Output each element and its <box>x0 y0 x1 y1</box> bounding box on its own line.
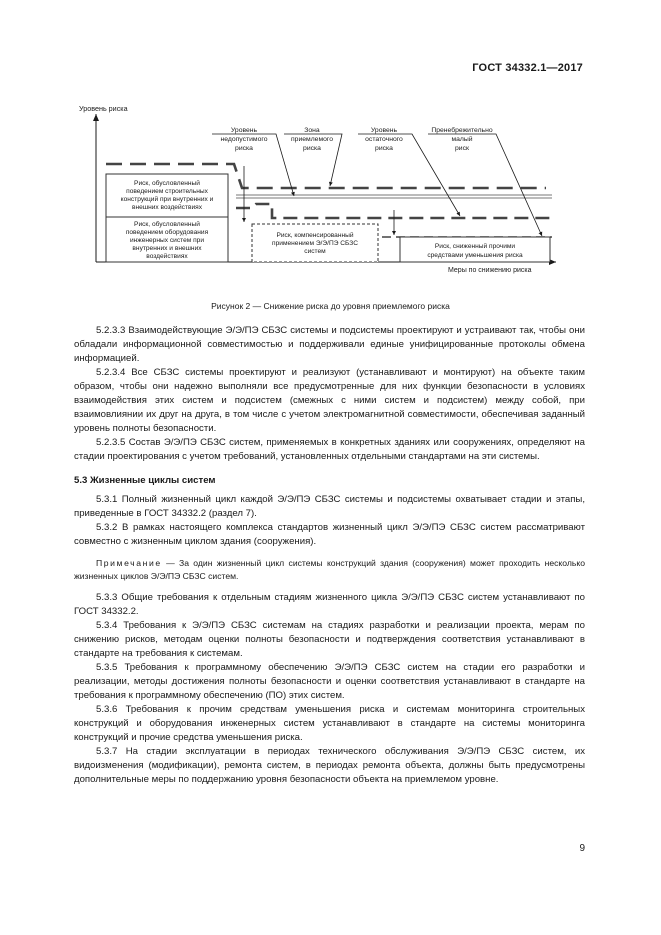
svg-text:систем: систем <box>304 248 326 255</box>
svg-text:риска: риска <box>375 145 393 152</box>
svg-text:воздействиях: воздействиях <box>146 253 188 260</box>
svg-text:внутренних и внешних: внутренних и внешних <box>132 245 202 252</box>
note-label: Примечание <box>96 558 162 568</box>
svg-text:инженерных систем при: инженерных систем при <box>129 237 205 244</box>
svg-text:риска: риска <box>235 145 253 152</box>
figure-caption: Рисунок 2 — Снижение риска до уровня приемлемого риска <box>211 301 450 311</box>
svg-text:Уровень: Уровень <box>370 127 398 134</box>
svg-text:Пренебрежительно: Пренебрежительно <box>431 127 493 134</box>
paragraph: 5.3.5 Требования к программному обеспечению Э/Э/ПЭ СБЗС систем на стадии его разработки и реализации, методы достижения полноты безопасности и оценки соответствия устанавливают в стандарте на требования к программному обеспечению (ПО) этих систем. <box>74 662 585 701</box>
document-body <box>74 324 585 787</box>
svg-text:недопустимого: недопустимого <box>220 136 268 143</box>
paragraph: 5.3.1 Полный жизненный цикл каждой Э/Э/ПЭ СБЗС системы и подсистемы охватывает стадии и этапы, приведенные в ГОСТ 34332.2 (раздел 7). <box>74 494 585 519</box>
paragraph: 5.2.3.4 Все СБЗС системы проектируют и реализуют (устанавливают и монтируют) на объекте таким образом, чтобы они надежно выполняли все предусмотренные для них функции безопасности в условиях взаимодействия этих систем и подсистем (смежных с ними систем и подсистем) между собой, при взаимовлиянии их друг на друга, в том числе с учетом электромагнитной совместимости, обеспечивая заданный уровень полноты безопасности. <box>74 367 585 434</box>
paragraph: 5.3.4 Требования к Э/Э/ПЭ СБЗС системам на стадиях разработки и реализации проекта, мерам по снижению рисков, методам оценки полноты безопасности и подтверждения соответствия устанавливают в стандарте на требования к системам. <box>74 620 585 659</box>
svg-text:приемлемого: приемлемого <box>290 136 334 143</box>
svg-text:риск: риск <box>455 145 469 152</box>
svg-text:Риск, обусловленный: Риск, обусловленный <box>134 180 200 187</box>
svg-text:конструкций при внутренних и: конструкций при внутренних и <box>120 196 214 203</box>
svg-text:средствами уменьшения риска: средствами уменьшения риска <box>427 252 523 259</box>
note-text: — За один жизненный цикл системы конструкций здания (сооружения) может проходить несколько жизненных циклов Э/Э/ПЭ СБЗС систем. <box>74 558 585 581</box>
paragraph: 5.2.3.3 Взаимодействующие Э/Э/ПЭ СБЗС системы и подсистемы проектируют и устраивают так, чтобы они обладали информационной совместимостью и поддерживали единые унифицированные протоколы обмена информацией. <box>74 325 585 364</box>
paragraph: 5.3.6 Требования к прочим средствам уменьшения риска и системам мониторинга строительных конструкций и оборудования инженерных систем устанавливают в стандарте на системы мониторинга конструкций и прочие средства уменьшения риска. <box>74 704 585 743</box>
paragraph: 5.3.7 На стадии эксплуатации в периодах технического обслуживания Э/Э/ПЭ СБЗС систем, их видоизменения (модификации), ремонта систем, в периодах ремонта объекта, должны быть предусмотрены дополнительные меры по поддержанию уровня безопасности объекта на приемлемом уровне. <box>74 746 585 785</box>
svg-text:поведением оборудования: поведением оборудования <box>125 229 209 236</box>
document-header: ГОСТ 34332.1—2017 <box>472 62 583 74</box>
svg-text:Риск, обусловленный: Риск, обусловленный <box>134 221 200 228</box>
y-axis-label: Уровень риска <box>79 104 128 113</box>
svg-text:Риск, сниженный прочими: Риск, сниженный прочими <box>434 243 516 250</box>
callout-unacceptable <box>220 127 267 152</box>
svg-text:поведением строительных: поведением строительных <box>126 188 208 195</box>
x-axis-label: Меры по снижению риска <box>448 267 532 274</box>
svg-text:Зона: Зона <box>304 127 320 134</box>
svg-text:остаточного: остаточного <box>365 136 403 143</box>
page-number: 9 <box>579 843 585 854</box>
callout-residual <box>365 127 403 152</box>
svg-text:применением Э/Э/ПЭ СБЗС: применением Э/Э/ПЭ СБЗС <box>272 240 358 247</box>
svg-text:внешних воздействиях: внешних воздействиях <box>131 204 203 211</box>
note <box>74 557 585 582</box>
section-title: 5.3 Жизненные циклы систем <box>74 475 216 486</box>
risk-reduction-figure <box>76 100 596 282</box>
svg-text:Риск, компенсированный: Риск, компенсированный <box>276 232 354 239</box>
svg-text:Уровень: Уровень <box>230 127 258 134</box>
callout-acceptable-zone <box>291 127 333 152</box>
paragraph: 5.3.3 Общие требования к отдельным стадиям жизненного цикла Э/Э/ПЭ СБЗС систем устанавливают по ГОСТ 34332.2. <box>74 592 585 617</box>
paragraph: 5.2.3.5 Состав Э/Э/ПЭ СБЗС систем, применяемых в конкретных зданиях или сооружениях, определяют на стадии проектирования с учетом требований, установленных отдельными стандартами на эти системы. <box>74 437 585 462</box>
svg-text:малый: малый <box>451 136 473 143</box>
callout-negligible <box>431 126 492 152</box>
svg-text:риска: риска <box>303 145 321 152</box>
paragraph: 5.3.2 В рамках настоящего комплекса стандартов жизненный цикл Э/Э/ПЭ СБЗС систем рассматривают совместно с жизненным циклом здания (сооружения). <box>74 522 585 547</box>
